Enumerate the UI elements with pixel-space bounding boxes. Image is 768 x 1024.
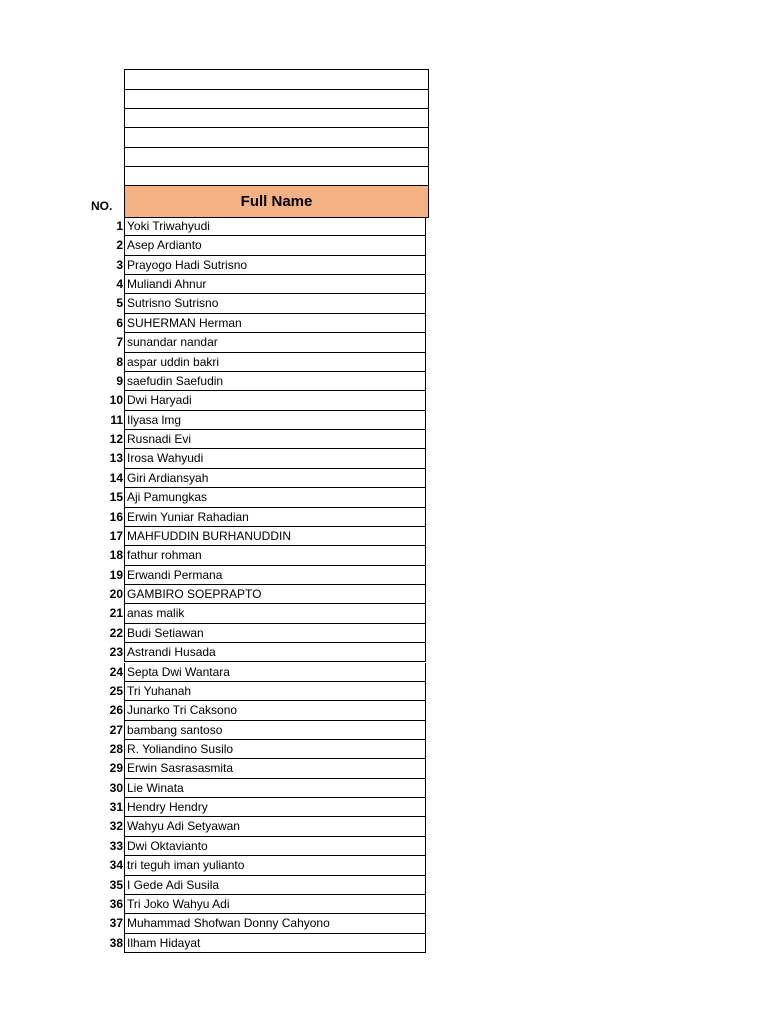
full-name-header: Full Name	[124, 185, 429, 218]
blank-row	[124, 166, 429, 186]
row-number: 9	[116, 373, 123, 388]
row-number: 34	[109, 858, 123, 873]
full-name-cell[interactable]: fathur rohman	[124, 546, 426, 565]
blank-row	[124, 69, 429, 89]
full-name-cell[interactable]: Lie Winata	[124, 779, 426, 798]
row-number: 2	[116, 238, 123, 253]
full-name-cell[interactable]: Astrandi Husada	[124, 643, 426, 662]
full-name-cell[interactable]: Yoki Triwahyudi	[124, 217, 426, 236]
full-name-cell[interactable]: GAMBIRO SOEPRAPTO	[124, 585, 426, 604]
full-name-cell[interactable]: Wahyu Adi Setyawan	[124, 817, 426, 836]
row-number: 15	[109, 490, 123, 505]
row-number: 4	[116, 277, 123, 292]
full-name-cell[interactable]: Muhammad Shofwan Donny Cahyono	[124, 914, 426, 933]
full-name-cell[interactable]: Dwi Oktavianto	[124, 837, 426, 856]
row-number: 38	[109, 935, 123, 950]
row-number: 11	[110, 412, 123, 427]
row-number: 32	[109, 819, 123, 834]
row-number: 23	[109, 645, 123, 660]
full-name-cell[interactable]: Muliandi Ahnur	[124, 275, 426, 294]
full-name-cell[interactable]: Ilyasa lmg	[124, 411, 426, 430]
full-name-cell[interactable]: aspar uddin bakri	[124, 353, 426, 372]
row-number: 7	[116, 335, 123, 350]
row-number: 13	[109, 451, 123, 466]
row-number: 6	[116, 315, 123, 330]
row-number: 24	[109, 664, 123, 679]
row-number: 5	[116, 296, 123, 311]
row-number: 22	[109, 625, 123, 640]
no-column-label: NO.	[91, 199, 113, 213]
row-number: 10	[109, 393, 123, 408]
blank-row	[124, 108, 429, 128]
row-number: 35	[109, 877, 123, 892]
row-number: 17	[109, 528, 123, 543]
row-number: 20	[109, 587, 123, 602]
full-name-cell[interactable]: saefudin Saefudin	[124, 372, 426, 391]
full-name-cell[interactable]: Aji Pamungkas	[124, 488, 426, 507]
full-name-cell[interactable]: Erwin Yuniar Rahadian	[124, 508, 426, 527]
full-name-cell[interactable]: Asep Ardianto	[124, 236, 426, 255]
row-number: 3	[116, 257, 123, 272]
full-name-cell[interactable]: Junarko Tri Caksono	[124, 701, 426, 720]
row-number: 12	[109, 432, 123, 447]
row-number: 21	[109, 606, 123, 621]
row-number: 30	[109, 780, 123, 795]
row-number: 27	[109, 722, 123, 737]
full-name-cell[interactable]: Erwin Sasrasasmita	[124, 759, 426, 778]
full-name-cell[interactable]: Tri Joko Wahyu Adi	[124, 895, 426, 914]
row-number: 16	[109, 509, 123, 524]
full-name-cell[interactable]: anas malik	[124, 604, 426, 623]
row-number: 18	[109, 548, 123, 563]
full-name-cell[interactable]: SUHERMAN Herman	[124, 314, 426, 333]
full-name-cell[interactable]: MAHFUDDIN BURHANUDDIN	[124, 527, 426, 546]
full-name-cell[interactable]: Tri Yuhanah	[124, 682, 426, 701]
row-number: 37	[109, 916, 123, 931]
full-name-cell[interactable]: Dwi Haryadi	[124, 391, 426, 410]
full-name-cell[interactable]: Giri Ardiansyah	[124, 469, 426, 488]
full-name-cell[interactable]: Rusnadi Evi	[124, 430, 426, 449]
full-name-cell[interactable]: Erwandi Permana	[124, 566, 426, 585]
row-number: 25	[109, 683, 123, 698]
full-name-cell[interactable]: Sutrisno Sutrisno	[124, 294, 426, 313]
full-name-cell[interactable]: bambang santoso	[124, 721, 426, 740]
row-number: 1	[116, 219, 123, 233]
row-number: 26	[109, 703, 123, 718]
blank-row	[124, 127, 429, 147]
full-name-cell[interactable]: Budi Setiawan	[124, 624, 426, 643]
full-name-cell[interactable]: tri teguh iman yulianto	[124, 856, 426, 875]
row-number: 14	[109, 470, 123, 485]
row-number: 31	[109, 800, 123, 815]
blank-row	[124, 89, 429, 109]
full-name-cell[interactable]: Irosa Wahyudi	[124, 449, 426, 468]
full-name-cell[interactable]: sunandar nandar	[124, 333, 426, 352]
full-name-cell[interactable]: Septa Dwi Wantara	[124, 663, 426, 682]
row-number: 8	[116, 354, 123, 369]
row-number: 33	[109, 838, 123, 853]
blank-row	[124, 147, 429, 167]
full-name-cell[interactable]: Ilham Hidayat	[124, 934, 426, 953]
full-name-cell[interactable]: I Gede Adi Susila	[124, 876, 426, 895]
full-name-cell[interactable]: R. Yoliandino Susilo	[124, 740, 426, 759]
full-name-cell[interactable]: Hendry Hendry	[124, 798, 426, 817]
row-number: 36	[109, 896, 123, 911]
full-name-cell[interactable]: Prayogo Hadi Sutrisno	[124, 256, 426, 275]
row-number: 28	[109, 741, 123, 756]
row-number: 19	[109, 567, 123, 582]
row-number: 29	[109, 761, 123, 776]
